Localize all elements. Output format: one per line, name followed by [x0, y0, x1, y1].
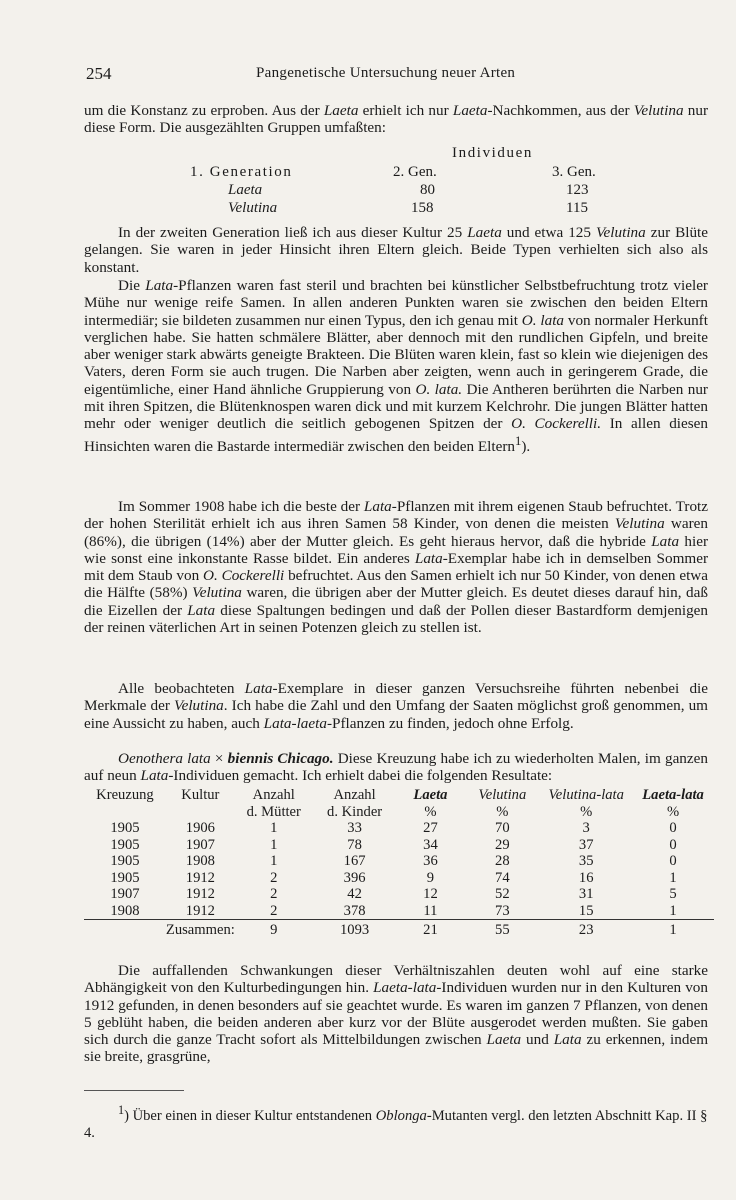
footnote-divider: [84, 1090, 184, 1091]
total-label: Zusammen:: [166, 920, 235, 939]
table-row: 1905 1906 1 33 27 70 3 0: [110, 820, 677, 836]
paragraph-oenothera-cross: Oenothera lata × biennis Chicago. Diese Kreuzung habe ich zu wiederholten Malen, im ganzen auf neun Lata-Individuen gemacht. Ich erhielt dabei die folgenden Resultate:: [84, 750, 708, 785]
subheader-kinder: d. Kinder: [327, 803, 383, 820]
row-velutina-name: Velutina: [228, 200, 278, 216]
row-velutina-gen2: 158: [411, 200, 434, 216]
subheader-percent: %: [496, 803, 509, 820]
row-laeta-gen3: 123: [566, 182, 589, 198]
table-row: 1908 1912 2 378 11 73 15 1: [110, 902, 677, 919]
header-laeta: Laeta: [413, 787, 448, 803]
table-row: 1907 1912 2 42 12 52 31 5: [110, 886, 677, 902]
subheader-percent: %: [424, 803, 437, 820]
paragraph-observed-lata: Alle beobachteten Lata-Exemplare in dieser ganzen Versuchsreihe führten nebenbei die Merkmale der Velutina. Ich habe die Zahl und den Umfang der Saaten möglichst groß genommen, um eine Aussicht zu haben, auch Lata-laeta-Pflanzen zu finden, jedoch ohne Erfolg.: [84, 680, 708, 732]
subheader-muetter: d. Mütter: [246, 803, 301, 820]
table-header-row: [84, 787, 714, 804]
paragraph-fluctuations: Die auffallenden Schwankungen dieser Verhältniszahlen deuten wohl auf eine starke Abhängigkeit von den Kulturbedingungen hin. Laeta-lata-Individuen wurden nur in den Kulturen von 1912 gefunden, in denen besonders auf sie geachtet wurde. Es waren im ganzen 7 Pflanzen, von denen 5 geblüht haben, die beiden anderen aber kurz vor der Blüte ausgerodet werden mußten. Sie gaben sich durch die ganze Tracht sofort als Mittelbildungen zwischen Laeta und Lata zu erkennen, indem sie breite, grasgrüne,: [84, 962, 709, 1066]
header-kultur: Kultur: [181, 787, 220, 803]
table-subheader-row: [84, 804, 714, 821]
table-total-row: Zusammen: 9 1093 21 55 23 1: [84, 920, 714, 939]
header-velutina-lata: Velutina-lata: [548, 787, 624, 803]
col-generation-3: 3. Gen.: [552, 164, 596, 180]
table-row: 1905 1907 1 78 34 29 37 0: [110, 836, 677, 853]
row-laeta-gen2: 80: [420, 182, 435, 198]
footnote-ref: 1: [515, 433, 522, 448]
running-title: Pangenetische Untersuchung neuer Arten: [256, 65, 516, 81]
row-velutina-gen3: 115: [566, 200, 588, 216]
page-number: 254: [86, 64, 112, 83]
col-generation-1: 1. Generation: [190, 164, 293, 180]
paragraph-second-generation: In der zweiten Generation ließ ich aus dieser Kultur 25 Laeta und etwa 125 Velutina zur Blüte gelangen. Sie waren in jeder Hinsicht ihren Eltern gleich. Beide Typen verhielten sich also als konstant.: [84, 224, 709, 276]
header-anzahl-muetter: Anzahl: [252, 787, 295, 803]
col-generation-2: 2. Gen.: [393, 164, 437, 180]
subheader-percent: %: [666, 803, 680, 820]
paragraph-intro: um die Konstanz zu erproben. Aus der Laeta erhielt ich nur Laeta-Nachkommen, aus der Velutina nur diese Form. Die ausgezählten Gruppen umfaßten:: [84, 102, 709, 137]
table-row: 1905 1912 2 396 9 74 16 1: [110, 869, 677, 886]
footnote: $^1$) Über einen in dieser Kultur entstandenen Oblonga-Mutanten vergl. den letzten Abschnitt Kap. II § 4.: [84, 1103, 708, 1141]
running-header: [86, 64, 706, 86]
individuen-header: Individuen: [452, 145, 533, 161]
footnote-mark: 1: [118, 1103, 125, 1117]
paragraph-lata-plants: Die Lata-Pflanzen waren fast steril und brachten bei künstlicher Selbstbefruchtung trotz vieler Mühe nur wenige reife Samen. In allen anderen Punkten waren sie zwischen den beiden Eltern intermediär; sie bildeten zusammen nur einen Typus, den ich genau mit O. lata von normaler Herkunft verglichen habe. Sie hatten schmälere Blätter, aber dennoch mit den rundlichen Gipfeln, und breite aber weniger stark abwärts geneigte Brakteen. Die Blüten waren klein, fast so klein wie diejenigen des Vaters, deren Form sie auch trugen. Die Narben aber zeigten, wenn auch in geringerem Grade, die eigentümliche, einer Hand ähnliche Gruppierung von O. lata. Die Antheren berührten die Narben nur mit ihren Spitzen, die Blütenknospen waren dick und mit kurzem Kelchrohr. Die jungen Blätter hatten mehr oder weniger deutlich die seitlich gebogenen Spitzen der O. Cockerelli. In allen diesen Hinsichten waren die Bastarde intermediär zwischen den beiden Eltern$^1$).: [84, 277, 708, 455]
header-anzahl-kinder: Anzahl: [333, 787, 376, 803]
header-velutina: Velutina: [478, 787, 527, 803]
header-laeta-lata: Laeta-lata: [642, 787, 704, 803]
crossing-results-table: [84, 787, 714, 939]
row-laeta-name: Laeta: [228, 182, 263, 198]
header-kreuzung: Kreuzung: [96, 787, 154, 803]
subheader-percent: %: [580, 803, 593, 820]
table-row: 1905 1908 1 167 36 28 35 0: [110, 853, 677, 869]
paragraph-summer-1908: Im Sommer 1908 habe ich die beste der Lata-Pflanzen mit ihrem eigenen Staub befruchtet. Trotz der hohen Sterilität erhielt ich aus ihren Samen 58 Kinder, von denen die meisten Velutina waren (86%), die übrigen (14%) aber der Mutter gleich. Es geht hieraus hervor, daß die hybride Lata hier wie sonst eine inkonstante Rasse bildet. Ein anderes Lata-Exemplar habe ich in demselben Sommer mit dem Staub von O. Cockerelli befruchtet. Aus den Samen erhielt ich nur 50 Kinder, von denen etwa die Hälfte (58%) Velutina waren, die übrigen aber der Mutter gleich. Es deutet dieses darauf hin, daß die Eizellen der Lata diese Spaltungen bedingen und daß der Pollen dieser Bastardform demjenigen der reinen väterlichen Art in seinen Potenzen gleich zu stellen ist.: [84, 498, 709, 637]
